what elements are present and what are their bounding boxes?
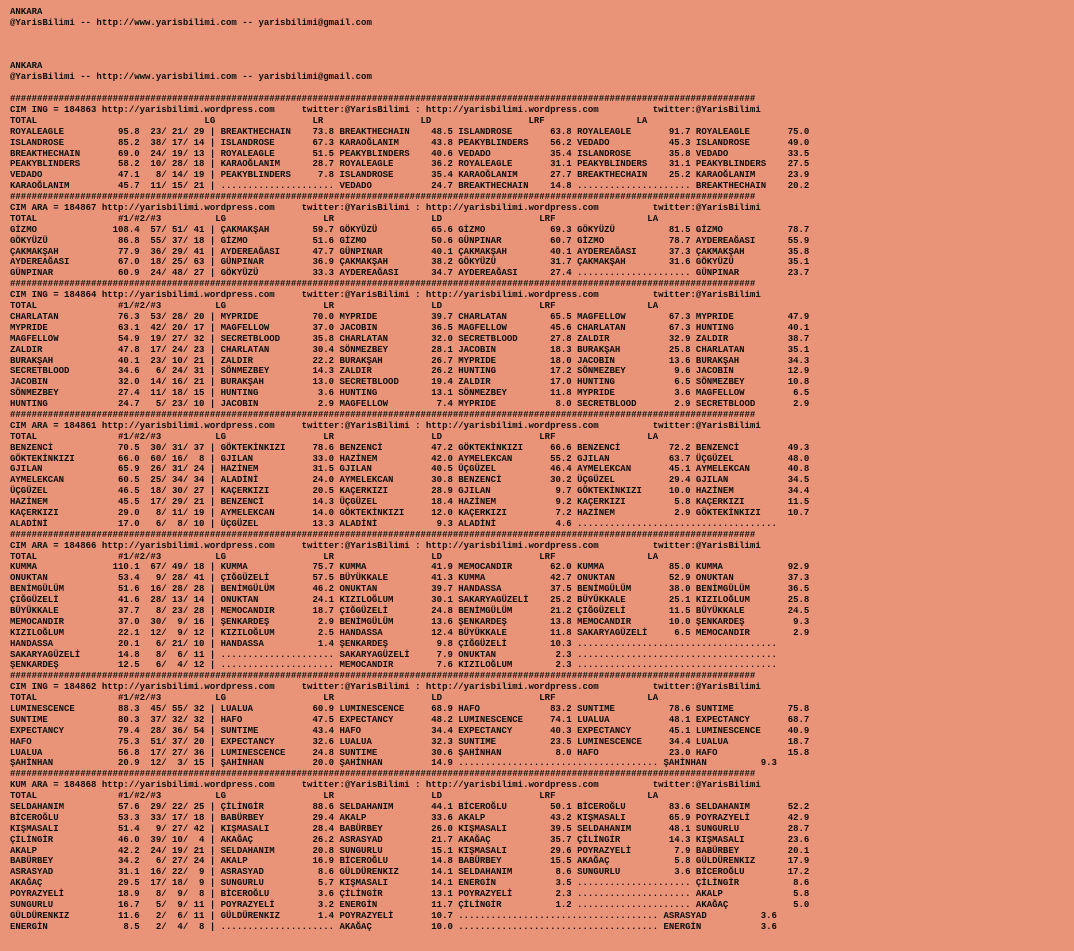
result-row: CHARLATAN 76.3 53/ 28/ 20 | MYPRIDE 70.0 MYPRIDE 39.7 CHARLATAN 65.5 MAGFELLOW 67.3 MYPRIDE 47.9 [10, 311, 810, 322]
result-row: GJILAN 65.9 26/ 31/ 24 | HAZİNEM 31.5 GJILAN 40.5 ÜÇGÜZEL 46.4 AYMELEKCAN 45.1 AYMELEKCAN 40.8 [10, 464, 810, 475]
result-row: AKALP 42.2 24/ 19/ 21 | SELDAHANIM 20.8 SUNGURLU 15.1 KIŞMASALI 29.6 POYRAZYELİ 7.9 BABÜRBEY 20.1 [10, 845, 810, 856]
result-row: ONUKTAN 53.4 9/ 28/ 41 | ÇIĞGÜZELİ 57.5 BÜYÜKKALE 41.3 KUMMA 42.7 ONUKTAN 52.9 ONUKTAN 37.3 [10, 573, 810, 584]
result-row: KUMMA 110.1 67/ 49/ 18 | KUMMA 75.7 KUMMA 41.9 MEMOCANDIR 62.0 KUMMA 85.0 KUMMA 92.9 [10, 562, 810, 573]
result-row: GİZMO 108.4 57/ 51/ 41 | ÇAKMAKŞAH 59.7 GÖKYÜZÜ 65.6 GİZMO 69.3 GÖKYÜZÜ 81.5 GİZMO 78.7 [10, 224, 810, 235]
result-row: AYDEREAĞASI 67.0 18/ 25/ 63 | GÜNPINAR 36.9 ÇAKMAKŞAH 38.2 GÖKYÜZÜ 31.7 ÇAKMAKŞAH 31.6 GÖKYÜZÜ 35.1 [10, 257, 810, 268]
result-row: VEDADO 47.1 8/ 14/ 19 | PEAKYBLINDERS 7.8 ISLANDROSE 35.4 KARAOĞLANIM 27.7 BREAKTHECHAIN 25.2 KARAOĞLANIM 23.9 [10, 170, 810, 181]
column-header: TOTAL #1/#2/#3 LG LR LD LRF LA [10, 431, 659, 442]
result-row: ÇIĞGÜZELİ 41.6 28/ 13/ 14 | ONUKTAN 24.1 KIZILOĞLUM 30.1 SAKARYAGÜZELİ 25.2 BÜYÜKKALE 25.1 KIZILOĞLUM 25.8 [10, 595, 810, 606]
separator-line: ########################################################################################################################################## [10, 94, 756, 105]
city-title: ANKARA [10, 7, 43, 17]
result-row: ÜÇGÜZEL 46.5 18/ 30/ 27 | KAÇERKIZI 20.5 KAÇERKIZI 28.9 GJILAN 9.7 GÖKTEKİNKIZI 10.0 HAZİNEM 34.4 [10, 486, 810, 497]
result-row: BURAKŞAH 40.1 23/ 10/ 21 | ZALDIR 22.2 BURAKŞAH 26.7 MYPRIDE 18.0 JACOBIN 13.6 BURAKŞAH 34.3 [10, 355, 810, 366]
result-row: ŞENKARDEŞ 12.5 6/ 4/ 12 | ..................... MEMOCANDIR 7.6 KIZILOĞLUM 2.3 ..................................... [10, 660, 777, 671]
result-row: LUMINESCENCE 88.3 45/ 55/ 32 | LUALUA 60.9 LUMINESCENCE 68.9 HAFO 83.2 SUNTIME 78.6 SUNTIME 75.8 [10, 704, 810, 714]
result-row: ASRASYAD 31.1 16/ 22/ 9 | ASRASYAD 8.6 GÜLDÜRENKIZ 14.1 SELDAHANIM 8.6 SUNGURLU 3.6 BİCEROĞLU 17.2 [10, 867, 810, 878]
result-row: HAFO 75.3 51/ 37/ 20 | EXPECTANCY 32.6 LUALUA 32.3 SUNTIME 23.5 LUMINESCENCE 34.4 LUALUA 18.7 [10, 736, 810, 747]
result-row: BREAKTHECHAIN 69.0 24/ 19/ 13 | ROYALEAGLE 51.5 PEAKYBLINDERS 40.6 VEDADO 35.4 ISLANDROSE 35.8 VEDADO 33.5 [10, 148, 810, 159]
result-row: HAZİNEM 45.5 17/ 29/ 21 | BENZENCİ 14.3 ÜÇGÜZEL 18.4 HAZİNEM 9.2 KAÇERKIZI 5.8 KAÇERKIZI 11.5 [10, 497, 810, 508]
race-report-document [10, 7, 809, 933]
column-header: TOTAL LG LR LD LRF LA [10, 115, 648, 126]
result-row: MEMOCANDIR 37.0 30/ 9/ 16 | ŞENKARDEŞ 2.9 BENİMGÜLÜM 13.6 ŞENKARDEŞ 13.8 MEMOCANDIR 10.0 ŞENKARDEŞ 9.3 [10, 616, 810, 627]
result-row: SUNTIME 80.3 37/ 32/ 32 | HAFO 47.5 EXPECTANCY 48.2 LUMINESCENCE 74.1 LUALUA 48.1 EXPECTANCY 68.7 [10, 714, 810, 725]
separator-line: ########################################################################################################################################## [10, 671, 756, 682]
result-row: ŞAHİNHAN 20.9 12/ 3/ 15 | ŞAHİNHAN 20.0 ŞAHİNHAN 14.9 ..................................... ŞAHİNHAN 9.3 [10, 758, 777, 769]
contact-line: @YarisBilimi -- http://www.yarisbilimi.com -- yarisbilimi@gmail.com [10, 17, 372, 28]
race-header: CIM ING = 184862 http://yarisbilimi.wordpress.com twitter:@YarisBilimi : http://yarisbilimi.wordpress.com twitter:@YarisBilimi [10, 682, 761, 693]
race-header: KUM ARA = 184868 http://yarisbilimi.wordpress.com twitter:@YarisBilimi : http://yarisbilimi.wordpress.com twitter:@YarisBilimi [10, 780, 761, 791]
result-row: SUNGURLU 16.7 5/ 9/ 11 | POYRAZYELİ 3.2 ENERGİN 11.7 ÇİLİNGİR 1.2 ..................... AKAĞAÇ 5.0 [10, 900, 810, 911]
result-row: ENERGİN 8.5 2/ 4/ 8 | ..................... AKAĞAÇ 10.0 ..................................... ENERGİN 3.6 [10, 921, 777, 932]
result-row: MYPRIDE 63.1 42/ 20/ 17 | MAGFELLOW 37.0 JACOBIN 36.5 MAGFELLOW 45.6 CHARLATAN 67.3 HUNTING 40.1 [10, 322, 810, 333]
contact-line: @YarisBilimi -- http://www.yarisbilimi.com -- yarisbilimi@gmail.com [10, 72, 372, 83]
separator-line: ########################################################################################################################################## [10, 279, 756, 290]
result-row: ALADİNİ 17.0 6/ 8/ 10 | ÜÇGÜZEL 13.3 ALADİNİ 9.3 ALADİNİ 4.6 ..................................... [10, 518, 777, 529]
blank-line [10, 40, 809, 51]
result-row: ZALDIR 47.8 17/ 24/ 23 | CHARLATAN 30.4 SÖNMEZBEY 28.1 JACOBIN 18.3 BURAKŞAH 25.8 CHARLATAN 35.1 [10, 344, 810, 355]
column-header: TOTAL #1/#2/#3 LG LR LD LRF LA [10, 693, 659, 704]
result-row: HANDASSA 20.1 6/ 21/ 10 | HANDASSA 1.4 ŞENKARDEŞ 9.8 ÇIĞGÜZELİ 10.3 ..................................... [10, 638, 777, 649]
column-header: TOTAL #1/#2/#3 LG LR LD LRF LA [10, 551, 659, 562]
result-row: GÖKYÜZÜ 86.8 55/ 37/ 18 | GİZMO 51.6 GİZMO 50.6 GÜNPINAR 60.7 GİZMO 78.7 AYDEREAĞASI 55.9 [10, 235, 810, 246]
result-row: BENİMGÜLÜM 51.6 16/ 28/ 28 | BENİMGÜLÜM 46.2 ONUKTAN 39.7 HANDASSA 37.5 BENİMGÜLÜM 38.0 BENİMGÜLÜM 36.5 [10, 584, 810, 595]
blank-line [10, 83, 809, 94]
result-row: KAÇERKIZI 29.0 8/ 11/ 19 | AYMELEKCAN 14.0 GÖKTEKİNKIZI 12.0 KAÇERKIZI 7.2 HAZİNEM 2.9 GÖKTEKİNKIZI 10.7 [10, 507, 810, 518]
result-row: POYRAZYELİ 18.9 8/ 9/ 8 | BİCEROĞLU 3.6 ÇİLİNGİR 13.1 POYRAZYELİ 2.3 ..................... AKALP 5.8 [10, 889, 810, 900]
result-row: SÖNMEZBEY 27.4 11/ 18/ 15 | HUNTING 3.6 HUNTING 13.1 SÖNMEZBEY 11.8 MYPRIDE 3.6 MAGFELLOW 6.5 [10, 388, 810, 399]
race-header: CIM ARA = 184867 http://yarisbilimi.wordpress.com twitter:@YarisBilimi : http://yarisbilimi.wordpress.com twitter:@YarisBilimi [10, 203, 761, 214]
result-row: ÇİLİNGİR 46.0 39/ 10/ 4 | AKAĞAÇ 26.2 ASRASYAD 21.7 AKAĞAÇ 35.7 ÇİLİNGİR 14.3 KIŞMASALI 23.6 [10, 834, 810, 845]
result-row: HUNTING 24.7 5/ 23/ 10 | JACOBIN 2.9 MAGFELLOW 7.4 MYPRIDE 8.0 SECRETBLOOD 2.9 SECRETBLOOD 2.9 [10, 399, 810, 410]
race-header: CIM ARA = 184866 http://yarisbilimi.wordpress.com twitter:@YarisBilimi : http://yarisbilimi.wordpress.com twitter:@YarisBilimi [10, 540, 761, 551]
race-header: CIM ARA = 184861 http://yarisbilimi.wordpress.com twitter:@YarisBilimi : http://yarisbilimi.wordpress.com twitter:@YarisBilimi [10, 420, 761, 431]
column-header: TOTAL #1/#2/#3 LG LR LD LRF LA [10, 301, 659, 312]
result-row: BABÜRBEY 34.2 6/ 27/ 24 | AKALP 16.9 BİCEROĞLU 14.8 BABÜRBEY 15.5 AKAĞAÇ 5.8 GÜLDÜRENKIZ 17.9 [10, 856, 810, 867]
column-header: TOTAL #1/#2/#3 LG LR LD LRF LA [10, 791, 659, 802]
result-row: SAKARYAGÜZELİ 14.8 8/ 6/ 11 | ..................... SAKARYAGÜZELİ 7.9 ONUKTAN 2.3 ..................................... [10, 649, 777, 660]
separator-line: ########################################################################################################################################## [10, 409, 756, 420]
result-row: ISLANDROSE 85.2 38/ 17/ 14 | ISLANDROSE 67.3 KARAOĞLANIM 43.8 PEAKYBLINDERS 56.2 VEDADO 45.3 ISLANDROSE 49.0 [10, 137, 810, 148]
column-header: TOTAL #1/#2/#3 LG LR LD LRF LA [10, 213, 659, 224]
result-row: BÜYÜKKALE 37.7 8/ 23/ 28 | MEMOCANDIR 18.7 ÇIĞGÜZELİ 24.8 BENİMGÜLÜM 21.2 ÇIĞGÜZELİ 11.5 BÜYÜKKALE 24.5 [10, 605, 810, 616]
separator-line: ########################################################################################################################################## [10, 192, 756, 203]
result-row: ROYALEAGLE 95.8 23/ 21/ 29 | BREAKTHECHAIN 73.8 BREAKTHECHAIN 48.5 ISLANDROSE 63.8 ROYALEAGLE 91.7 ROYALEAGLE 75.0 [10, 126, 810, 137]
result-row: GÖKTEKİNKIZI 66.0 60/ 16/ 8 | GJILAN 33.0 HAZİNEM 42.0 AYMELEKCAN 55.2 GJILAN 63.7 ÜÇGÜZEL 48.0 [10, 453, 810, 464]
result-row: KARAOĞLANIM 45.7 11/ 15/ 21 | ..................... VEDADO 24.7 BREAKTHECHAIN 14.8 ..................... BREAKTHECHAIN 20.2 [10, 181, 810, 192]
result-row: BİCEROĞLU 53.3 33/ 17/ 18 | BABÜRBEY 29.4 AKALP 33.6 AKALP 43.2 KIŞMASALI 65.9 POYRAZYELİ 42.9 [10, 812, 810, 823]
race-header: CIM ING = 184864 http://yarisbilimi.wordpress.com twitter:@YarisBilimi : http://yarisbilimi.wordpress.com twitter:@YarisBilimi [10, 290, 761, 301]
result-row: MAGFELLOW 54.9 19/ 27/ 32 | SECRETBLOOD 35.8 CHARLATAN 32.0 SECRETBLOOD 27.8 ZALDIR 32.9 ZALDIR 38.7 [10, 333, 810, 344]
separator-line: ########################################################################################################################################## [10, 769, 756, 780]
result-row: KIŞMASALI 51.4 9/ 27/ 42 | KIŞMASALI 28.4 BABÜRBEY 26.0 KIŞMASALI 39.5 SELDAHANIM 48.1 SUNGURLU 28.7 [10, 823, 810, 834]
result-row: LUALUA 56.8 17/ 27/ 36 | LUMINESCENCE 24.8 SUNTIME 30.6 ŞAHİNHAN 8.0 HAFO 23.0 HAFO 15.8 [10, 747, 810, 758]
result-row: EXPECTANCY 79.4 28/ 36/ 54 | SUNTIME 43.4 HAFO 34.4 EXPECTANCY 40.3 EXPECTANCY 45.1 LUMINESCENCE 40.9 [10, 725, 810, 736]
result-row: KIZILOĞLUM 22.1 12/ 9/ 12 | KIZILOĞLUM 2.5 HANDASSA 12.4 BÜYÜKKALE 11.8 SAKARYAGÜZELİ 6.5 MEMOCANDIR 2.9 [10, 627, 810, 638]
result-row: SECRETBLOOD 34.6 6/ 24/ 31 | SÖNMEZBEY 14.3 ZALDIR 26.2 HUNTING 17.2 SÖNMEZBEY 9.6 JACOBIN 12.9 [10, 366, 810, 377]
separator-line: ########################################################################################################################################## [10, 529, 756, 540]
result-row: PEAKYBLINDERS 58.2 10/ 28/ 18 | KARAOĞLANIM 28.7 ROYALEAGLE 36.2 ROYALEAGLE 31.1 PEAKYBLINDERS 31.1 PEAKYBLINDERS 27.5 [10, 159, 810, 170]
blank-line [10, 29, 809, 40]
result-row: AYMELEKCAN 60.5 25/ 34/ 34 | ALADİNİ 24.0 AYMELEKCAN 30.8 BENZENCİ 30.2 ÜÇGÜZEL 29.4 GJILAN 34.5 [10, 475, 810, 486]
blank-line [10, 51, 809, 62]
result-row: JACOBIN 32.0 14/ 16/ 21 | BURAKŞAH 13.0 SECRETBLOOD 19.4 ZALDIR 17.0 HUNTING 6.5 SÖNMEZBEY 10.8 [10, 377, 810, 388]
result-row: SELDAHANIM 57.6 29/ 22/ 25 | ÇİLİNGİR 88.6 SELDAHANIM 44.1 BİCEROĞLU 50.1 BİCEROĞLU 83.6 SELDAHANIM 52.2 [10, 802, 810, 813]
result-row: BENZENCİ 70.5 30/ 31/ 37 | GÖKTEKİNKIZI 78.6 BENZENCİ 47.2 GÖKTEKİNKIZI 66.6 BENZENCİ 72.2 BENZENCİ 49.3 [10, 442, 810, 453]
result-row: GÜNPINAR 60.9 24/ 48/ 27 | GÖKYÜZÜ 33.3 AYDEREAĞASI 34.7 AYDEREAĞASI 27.4 ..................... GÜNPINAR 23.7 [10, 268, 810, 279]
result-row: ÇAKMAKŞAH 77.9 36/ 29/ 41 | AYDEREAĞASI 47.7 GÜNPINAR 40.1 ÇAKMAKŞAH 40.1 AYDEREAĞASI 37.3 ÇAKMAKŞAH 35.8 [10, 246, 810, 257]
result-row: AKAĞAÇ 29.5 17/ 18/ 9 | SUNGURLU 5.7 KIŞMASALI 14.1 ENERGİN 3.5 ..................... ÇİLİNGİR 8.6 [10, 878, 810, 889]
race-header: CIM ING = 184863 http://yarisbilimi.wordpress.com twitter:@YarisBilimi : http://yarisbilimi.wordpress.com twitter:@YarisBilimi [10, 105, 761, 116]
result-row: GÜLDÜRENKIZ 11.6 2/ 6/ 11 | GÜLDÜRENKIZ 1.4 POYRAZYELİ 10.7 ..................................... ASRASYAD 3.6 [10, 910, 777, 921]
city-title: ANKARA [10, 61, 43, 72]
